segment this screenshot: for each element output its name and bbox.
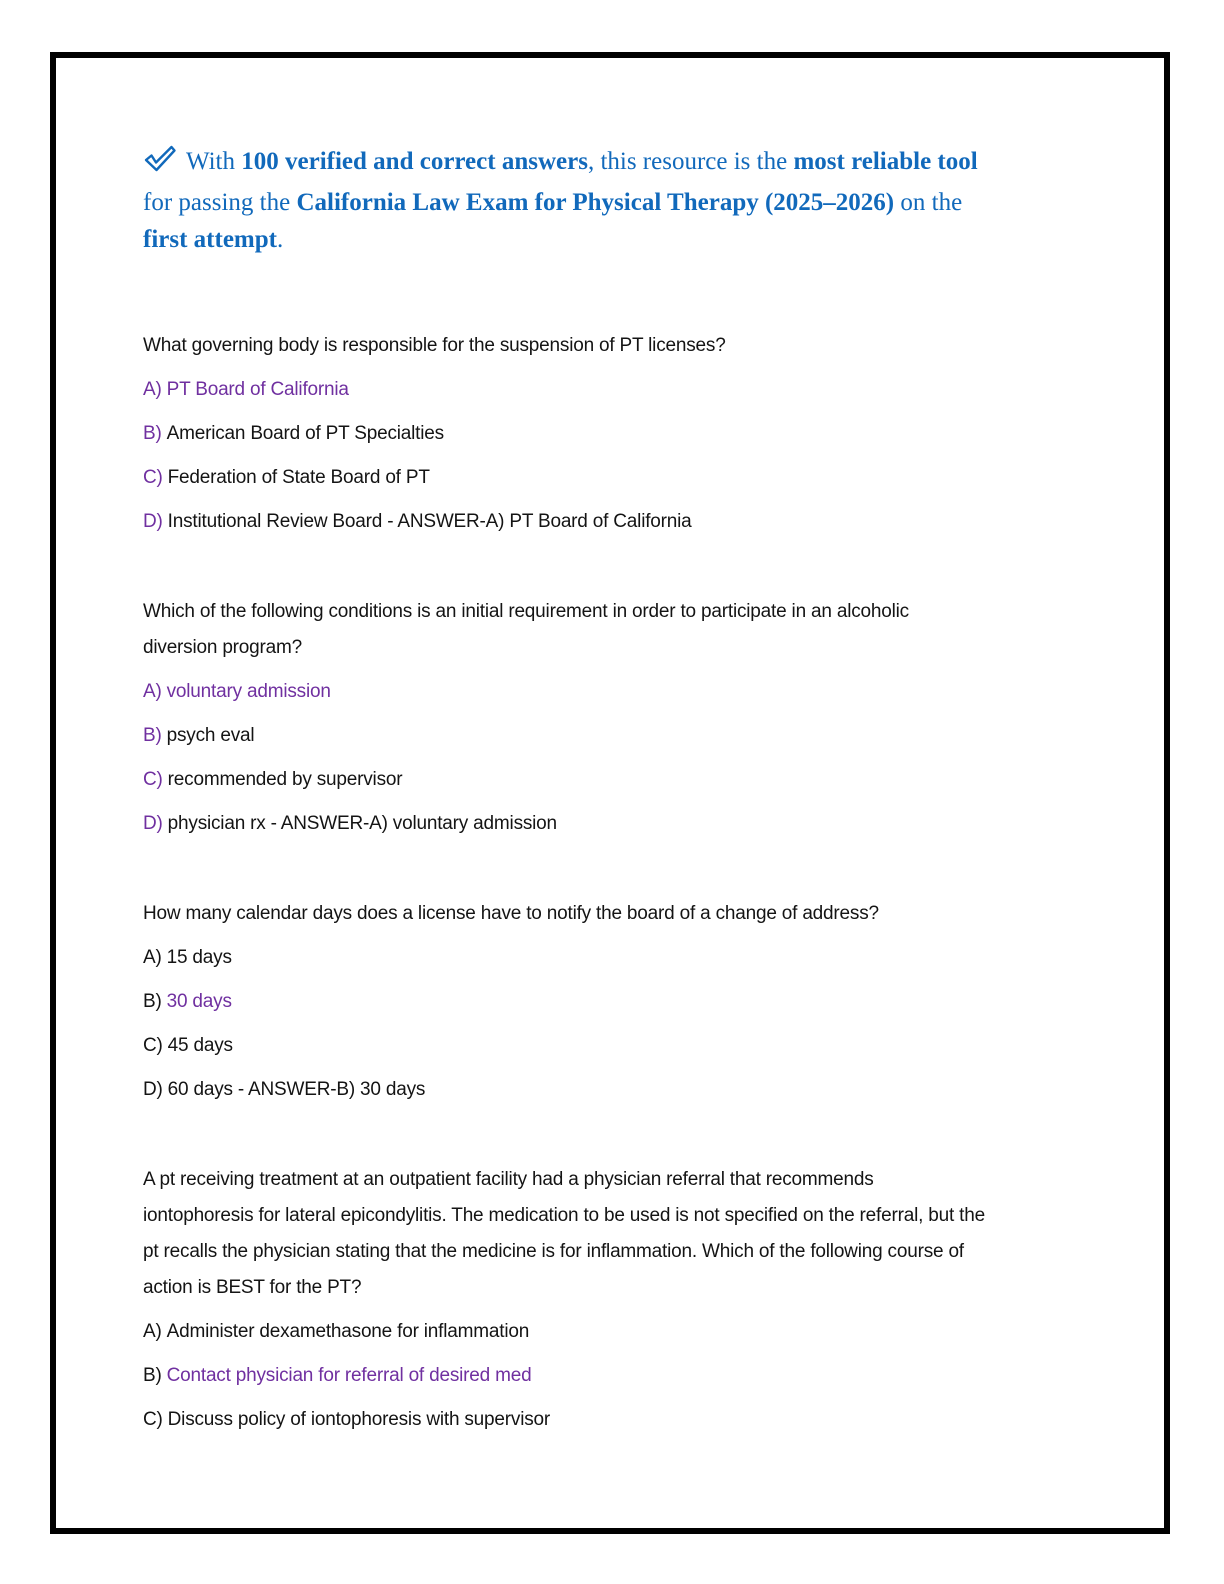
option-text: Institutional Review Board - ANSWER-A) PT Board of California	[167, 511, 692, 532]
question-text-line: Which of the following conditions is an initial requirement in order to participate in an alcoholic	[143, 601, 909, 622]
question-text-line: diversion program?	[143, 637, 303, 658]
option-row	[143, 674, 1146, 710]
option-text: Administer dexamethasone for inflammation	[166, 1321, 530, 1342]
option-label: A)	[143, 1321, 162, 1342]
option-label: B)	[143, 725, 162, 746]
option-label: B)	[143, 1365, 162, 1386]
option-label: C)	[143, 769, 163, 790]
page-border-frame	[50, 52, 1170, 1534]
question-text-line: How many calendar days does a license have to notify the board of a change of address?	[143, 903, 879, 924]
promo-header-line	[143, 221, 1146, 258]
promo-header-text: 100 verified and correct answers	[241, 148, 588, 175]
option-label: C)	[143, 1035, 163, 1056]
option-label: A)	[143, 681, 162, 702]
option-label: D)	[143, 1079, 163, 1100]
question-text	[143, 896, 1146, 932]
question-text-line: What governing body is responsible for the suspension of PT licenses?	[143, 335, 726, 356]
option-text: American Board of PT Specialties	[166, 423, 444, 444]
option-row	[143, 460, 1146, 496]
promo-header-line	[143, 143, 1146, 184]
option-row	[143, 1358, 1146, 1394]
question-block	[143, 1162, 1146, 1438]
option-row	[143, 1028, 1146, 1064]
question-text	[143, 328, 1146, 364]
option-label: B)	[143, 423, 162, 444]
option-text: 30 days	[166, 991, 232, 1012]
page-content	[56, 58, 1164, 1438]
option-row	[143, 762, 1146, 798]
option-text: recommended by supervisor	[167, 769, 403, 790]
option-label: C)	[143, 1409, 163, 1430]
option-text: Discuss policy of iontophoresis with supervisor	[167, 1409, 551, 1430]
option-row	[143, 940, 1146, 976]
question-block	[143, 328, 1146, 540]
option-row	[143, 504, 1146, 540]
question-text-line: action is BEST for the PT?	[143, 1277, 362, 1298]
option-label: D)	[143, 511, 163, 532]
option-label: C)	[143, 467, 163, 488]
option-label: A)	[143, 379, 162, 400]
option-row	[143, 806, 1146, 842]
option-text: Federation of State Board of PT	[167, 467, 430, 488]
question-block	[143, 896, 1146, 1108]
option-text: 15 days	[166, 947, 232, 968]
promo-header-text: With	[186, 148, 242, 175]
promo-header-text: first attempt	[143, 226, 277, 253]
option-row	[143, 1402, 1146, 1438]
option-row	[143, 1072, 1146, 1108]
question-block	[143, 594, 1146, 842]
option-row	[143, 416, 1146, 452]
question-text	[143, 1162, 1146, 1306]
promo-header	[143, 143, 1146, 258]
question-text-line: A pt receiving treatment at an outpatient facility had a physician referral that recommends	[143, 1169, 874, 1190]
question-text-line: pt recalls the physician stating that the medicine is for inflammation. Which of the following course of	[143, 1241, 964, 1262]
option-text: 45 days	[167, 1035, 233, 1056]
question-text-line: iontophoresis for lateral epicondylitis. The medication to be used is not specified on the referral, but the	[143, 1205, 985, 1226]
option-row	[143, 1314, 1146, 1350]
promo-header-text: , this resource is the	[587, 148, 794, 175]
option-row	[143, 372, 1146, 408]
option-label: A)	[143, 947, 162, 968]
option-row	[143, 718, 1146, 754]
option-text: PT Board of California	[166, 379, 349, 400]
promo-header-text: most reliable tool	[793, 148, 978, 175]
questions-container	[143, 328, 1146, 1438]
promo-header-text: on the	[894, 189, 963, 216]
option-text: physician rx - ANSWER-A) voluntary admission	[167, 813, 557, 834]
option-label: B)	[143, 991, 162, 1012]
option-row	[143, 984, 1146, 1020]
option-text: 60 days - ANSWER-B) 30 days	[167, 1079, 426, 1100]
question-text	[143, 594, 1146, 666]
promo-header-text: .	[276, 226, 284, 253]
promo-header-text: for passing the	[143, 189, 297, 216]
promo-header-line	[143, 184, 1146, 221]
promo-header-text: California Law Exam for Physical Therapy (2025–2026)	[296, 189, 895, 216]
option-text: psych eval	[166, 725, 255, 746]
option-label: D)	[143, 813, 163, 834]
checkmark-icon	[143, 145, 177, 184]
option-text: voluntary admission	[166, 681, 331, 702]
option-text: Contact physician for referral of desired med	[166, 1365, 532, 1386]
